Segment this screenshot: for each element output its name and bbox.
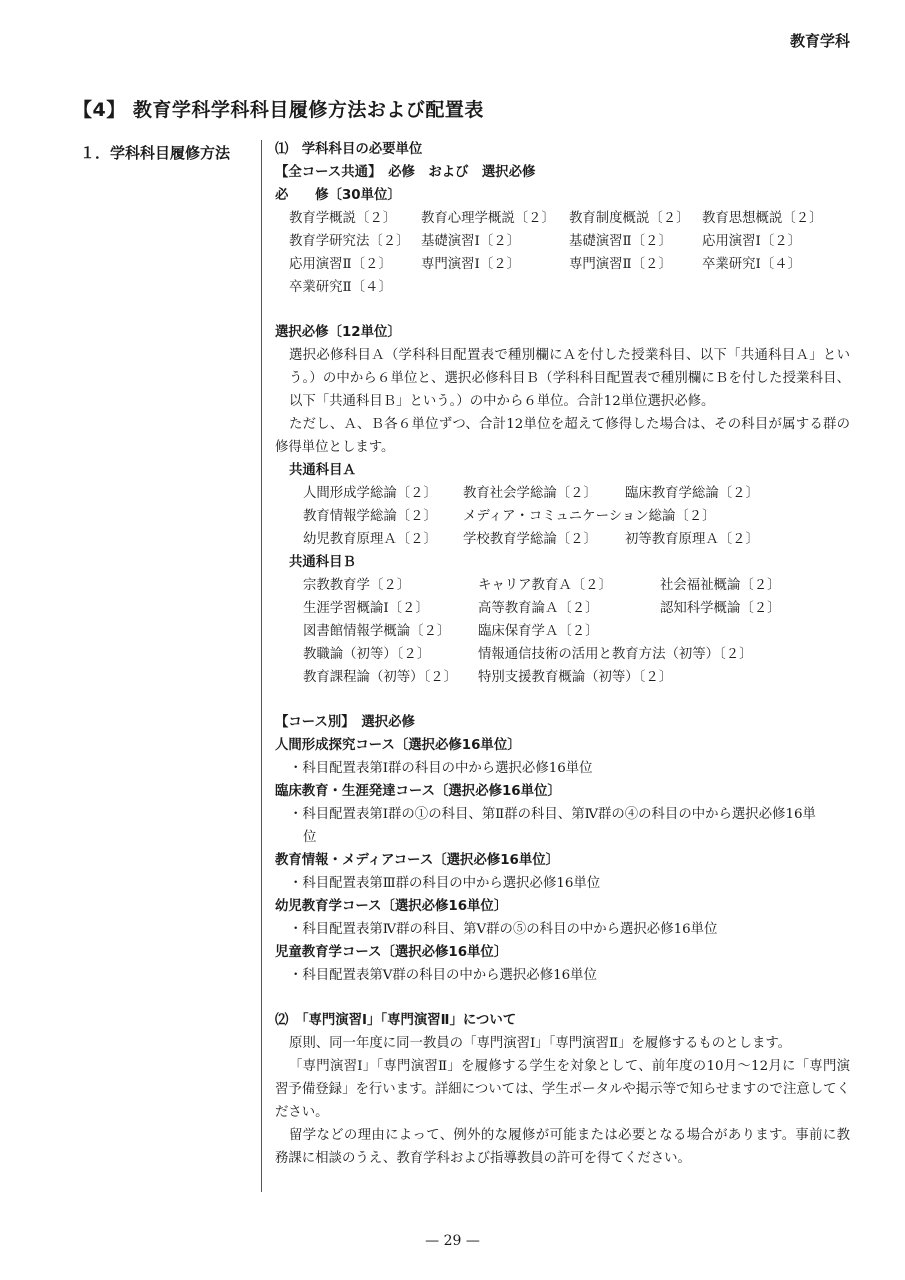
required-course-list — [275, 207, 850, 299]
required-row — [275, 207, 850, 230]
elective-paragraph-1: 選択必修科目Ａ（学科科目配置表で種別欄にＡを付した授業科目、以下「共通科目Ａ」という。）の中から６単位と、選択必修科目Ｂ（学科科目配置表で種別欄にＢを付した授業科目、以下「共通科目Ｂ」という。）の中から６単位。合計12単位選択必修。 — [289, 348, 850, 409]
course-item: 教育学研究法〔２〕 — [289, 234, 410, 249]
course-item: 特別支援教育概論（初等）〔２〕 — [478, 670, 673, 685]
course-specific-heading: 【コース別】 選択必修 — [275, 715, 415, 730]
course-item: 教職論（初等）〔２〕 — [303, 647, 431, 662]
course-item: 卒業研究Ⅱ〔４〕 — [289, 280, 392, 295]
course-item: 生涯学習概論Ⅰ〔２〕 — [303, 601, 429, 616]
seminar-paragraph-2: 「専門演習Ⅰ」「専門演習Ⅱ」を履修する学生を対象として、前年度の10月〜12月に「専門演習予備登録」を行います。詳細については、学生ポータルや掲示等で知らせますので注意してください。 — [275, 1059, 850, 1120]
course-item: 教育心理学概説〔２〕 — [421, 211, 555, 226]
course-item: 卒業研究Ⅰ〔４〕 — [702, 257, 802, 272]
course-item: 教育課程論（初等）〔２〕 — [303, 670, 457, 685]
course-item: 幼児教育原理Ａ〔２〕 — [303, 532, 437, 547]
course-item: 情報通信技術の活用と教育方法（初等）〔２〕 — [478, 647, 753, 662]
course-item: 専門演習Ⅰ〔２〕 — [421, 257, 521, 272]
course-requirement-continued: 位 — [303, 830, 317, 845]
course-name: 人間形成探究コース〔選択必修16単位〕 — [275, 738, 521, 753]
course-item: 教育思想概説〔２〕 — [702, 211, 823, 226]
course-name: 臨床教育・生涯発達コース〔選択必修16単位〕 — [275, 784, 561, 799]
required-row — [275, 276, 850, 299]
subsection-heading-1: ⑴ 学科科目の必要単位 — [275, 142, 423, 157]
group-a-list — [275, 482, 850, 551]
side-label: １．学科科目履修方法 — [80, 144, 231, 162]
course-item: 応用演習Ⅱ〔２〕 — [289, 257, 392, 272]
course-requirement: ・科目配置表第Ⅴ群の科目の中から選択必修16単位 — [289, 968, 597, 983]
course-item: 教育情報学総論〔２〕 — [303, 509, 437, 524]
course-name: 児童教育学コース〔選択必修16単位〕 — [275, 945, 508, 960]
course-item: キャリア教育Ａ〔２〕 — [478, 578, 612, 593]
course-item: メディア・コミュニケーション総論〔２〕 — [463, 509, 716, 524]
group-b-row — [275, 666, 850, 689]
common-heading: 【全コース共通】 必修 および 選択必修 — [275, 165, 536, 180]
course-item: 学校教育学総論〔２〕 — [463, 532, 597, 547]
required-row — [275, 253, 850, 276]
course-item: 臨床保育学Ａ〔２〕 — [478, 624, 599, 639]
subsection-heading-2: ⑵ 「専門演習Ⅰ」「専門演習Ⅱ」について — [275, 1013, 517, 1028]
group-b-row — [275, 574, 850, 597]
seminar-paragraph-3: 留学などの理由によって、例外的な履修が可能または必要となる場合があります。事前に教務課に相談のうえ、教育学科および指導教員の許可を得てください。 — [275, 1128, 850, 1166]
required-heading: 必 修〔30単位〕 — [275, 188, 401, 203]
course-name: 幼児教育学コース〔選択必修16単位〕 — [275, 899, 508, 914]
group-b-row — [275, 597, 850, 620]
group-a-row — [275, 482, 850, 505]
group-b-list — [275, 574, 850, 689]
course-item: 応用演習Ⅰ〔２〕 — [702, 234, 802, 249]
group-a-row — [275, 528, 850, 551]
course-item: 教育制度概説〔２〕 — [569, 211, 690, 226]
elective-paragraph-2: ただし、Ａ、Ｂ各６単位ずつ、合計12単位を超えて修得した場合は、その科目が属する群の修得単位とします。 — [275, 417, 850, 455]
group-b-heading: 共通科目Ｂ — [289, 555, 356, 570]
course-item: 専門演習Ⅱ〔２〕 — [569, 257, 672, 272]
group-b-row — [275, 620, 850, 643]
required-row — [275, 230, 850, 253]
course-item: 初等教育原理Ａ〔２〕 — [625, 532, 759, 547]
course-item: 教育学概説〔２〕 — [289, 211, 397, 226]
course-requirement: ・科目配置表第Ⅳ群の科目、第Ⅴ群の⑤の科目の中から選択必修16単位 — [289, 922, 718, 937]
course-requirement: ・科目配置表第Ⅰ群の科目の中から選択必修16単位 — [289, 761, 593, 776]
course-requirement: ・科目配置表第Ⅲ群の科目の中から選択必修16単位 — [289, 876, 601, 891]
group-a-heading: 共通科目Ａ — [289, 463, 356, 478]
group-a-row — [275, 505, 850, 528]
seminar-paragraph-1: 原則、同一年度に同一教員の「専門演習Ⅰ」「専門演習Ⅱ」を履修するものとします。 — [289, 1036, 792, 1051]
elective-heading: 選択必修〔12単位〕 — [275, 325, 401, 340]
course-name: 教育情報・メディアコース〔選択必修16単位〕 — [275, 853, 560, 868]
page-number: — 29 — — [425, 1233, 480, 1249]
page-header: 教育学科 — [789, 32, 850, 50]
course-requirement: ・科目配置表第Ⅰ群の①の科目、第Ⅱ群の科目、第Ⅳ群の④の科目の中から選択必修16単 — [289, 807, 816, 822]
course-item: 臨床教育学総論〔２〕 — [625, 486, 759, 501]
course-item: 認知科学概論〔２〕 — [660, 601, 781, 616]
course-item: 図書館情報学概論〔２〕 — [303, 624, 451, 639]
vertical-divider — [261, 140, 262, 1192]
course-item: 基礎演習Ⅰ〔２〕 — [421, 234, 521, 249]
group-b-row — [275, 643, 850, 666]
section-title: 【4】 教育学科学科科目履修方法および配置表 — [73, 99, 484, 121]
course-item: 宗教教育学〔２〕 — [303, 578, 411, 593]
course-item: 社会福祉概論〔２〕 — [660, 578, 781, 593]
main-content — [275, 138, 850, 1170]
course-item: 基礎演習Ⅱ〔２〕 — [569, 234, 672, 249]
course-item: 人間形成学総論〔２〕 — [303, 486, 437, 501]
course-item: 高等教育論Ａ〔２〕 — [478, 601, 599, 616]
course-item: 教育社会学総論〔２〕 — [463, 486, 597, 501]
